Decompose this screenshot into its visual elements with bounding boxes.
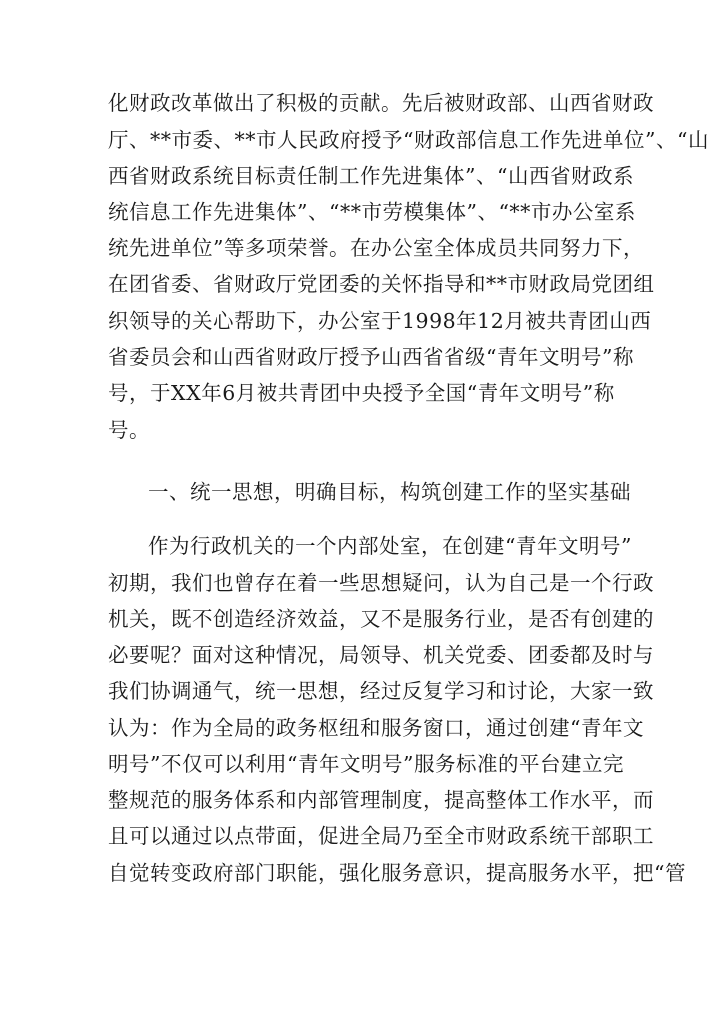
paragraph-2-line-7: 明号”不仅可以利用“青年文明号”服务标准的平台建立完 [108, 752, 624, 776]
paragraph-1-line-1: 化财政改革做出了积极的贡献。先后被财政部、山西省财政 [108, 91, 654, 115]
paragraph-2-line-2: 初期，我们也曾存在着一些思想疑问，认为自己是一个行政 [108, 571, 654, 595]
paragraph-2-line-4: 必要呢？面对这种情况，局领导、机关党委、团委都及时与 [108, 643, 654, 667]
paragraph-2-line-3: 机关，既不创造经济效益，又不是服务行业，是否有创建的 [108, 607, 654, 631]
paragraph-1-line-3: 西省财政系统目标责任制工作先进集体”、“山西省财政系 [108, 164, 634, 188]
section-heading: 一、统一思想，明确目标，构筑创建工作的坚实基础 [148, 480, 631, 504]
paragraph-2-line-6: 认为：作为全局的政务枢纽和服务窗口，通过创建“青年文 [108, 716, 644, 740]
paragraph-1-line-8: 省委员会和山西省财政厅授予山西省省级“青年文明号”称 [108, 345, 634, 369]
paragraph-2-line-5: 我们协调通气，统一思想，经过反复学习和讨论，大家一致 [108, 679, 654, 703]
paragraph-1-line-10: 号。 [108, 418, 150, 442]
paragraph-1-line-6: 在团省委、省财政厅党团委的关怀指导和**市财政局党团组 [108, 272, 655, 296]
paragraph-2-line-9: 且可以通过以点带面，促进全局乃至全市财政系统干部职工 [108, 824, 654, 848]
paragraph-1-line-5: 统先进单位”等多项荣誉。在办公室全体成员共同努力下， [108, 236, 644, 260]
paragraph-1-line-9: 号，于XX年6月被共青团中央授予全国“青年文明号”称 [108, 381, 615, 405]
paragraph-2-line-8: 整规范的服务体系和内部管理制度，提高整体工作水平，而 [108, 788, 654, 812]
paragraph-1-line-2: 厅、**市委、**市人民政府授予“财政部信息工作先进单位”、“山 [108, 128, 709, 152]
paragraph-1-line-7: 织领导的关心帮助下，办公室于1998年12月被共青团山西 [108, 309, 652, 333]
paragraph-1-line-4: 统信息工作先进集体”、“**市劳模集体”、“**市办公室系 [108, 200, 636, 224]
paragraph-2-line-1: 作为行政机关的一个内部处室，在创建“青年文明号” [148, 534, 632, 558]
paragraph-2-line-10: 自觉转变政府部门职能，强化服务意识，提高服务水平，把“管 [108, 861, 686, 885]
